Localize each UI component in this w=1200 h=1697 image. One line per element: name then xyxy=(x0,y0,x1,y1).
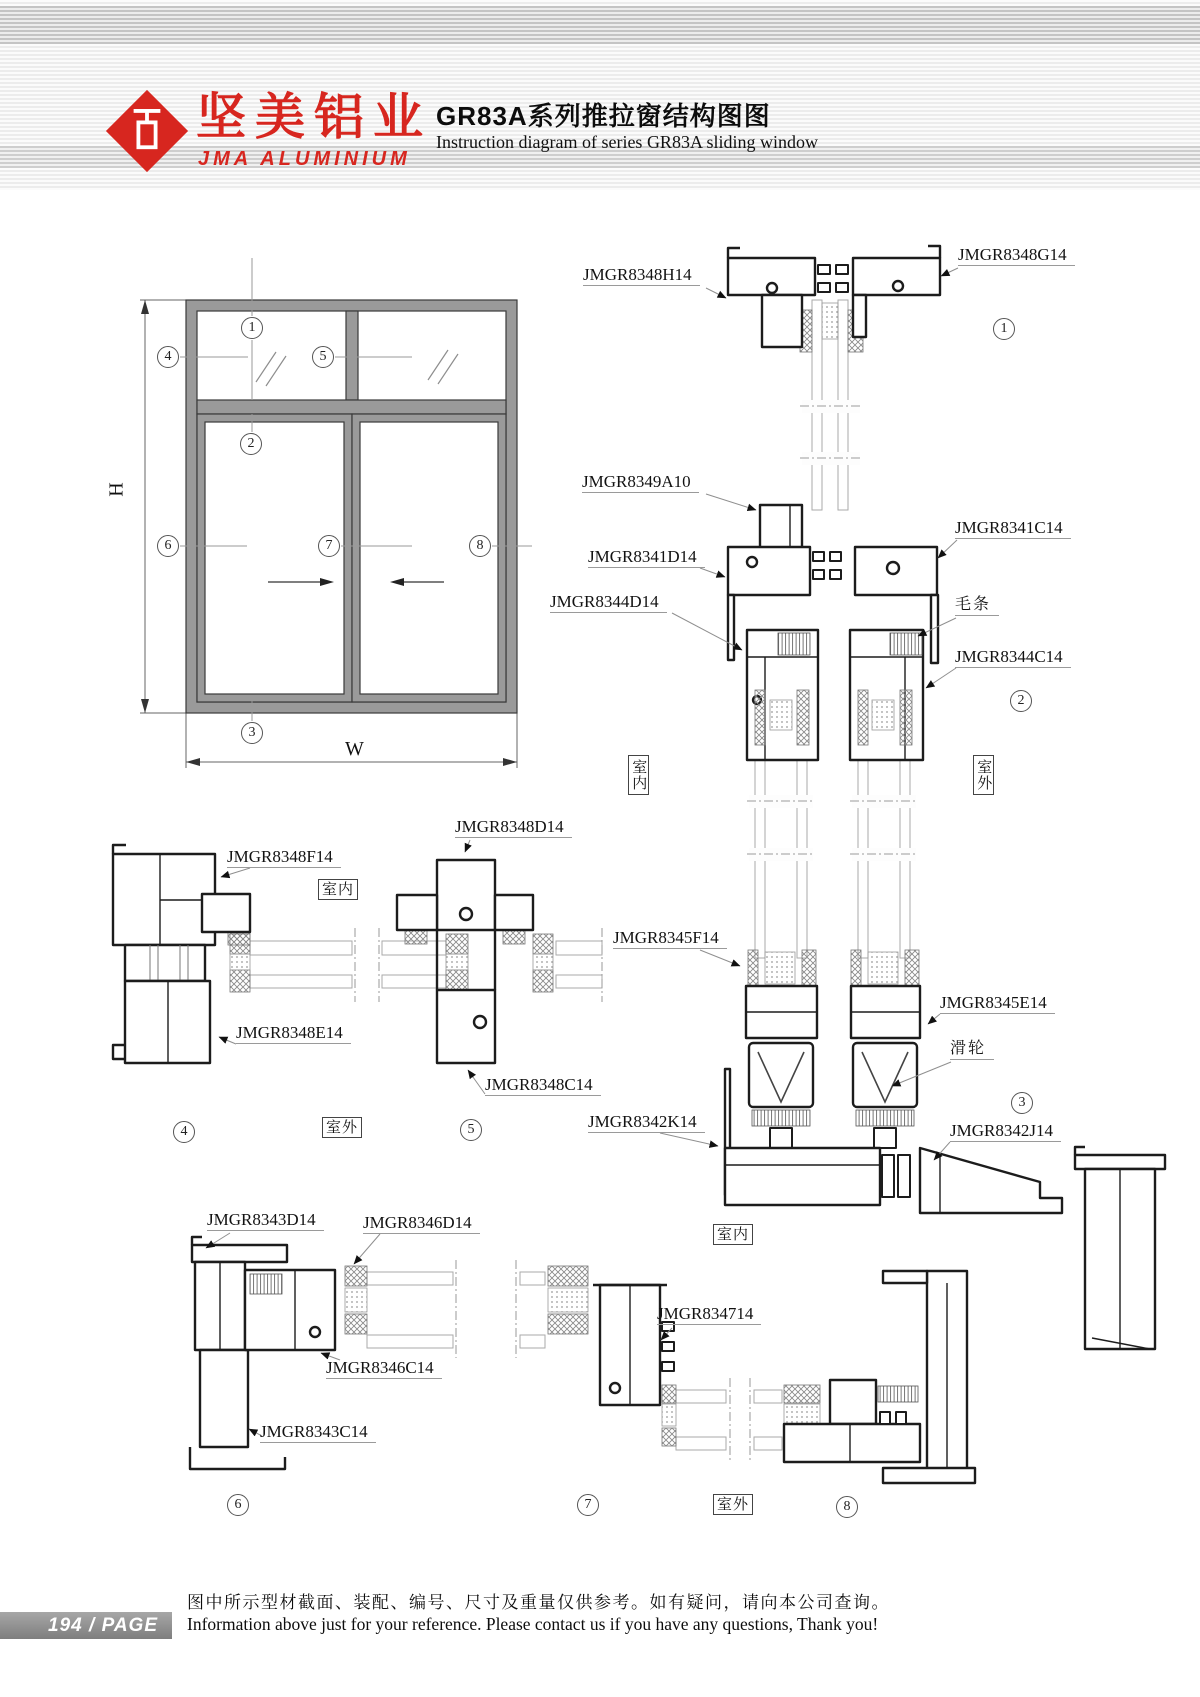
part-label: JMGR8348D14 xyxy=(455,818,572,838)
outdoor-label: 室外 xyxy=(973,755,994,795)
part-label: JMGR8345E14 xyxy=(940,994,1055,1014)
part-label: JMGR8344C14 xyxy=(955,648,1071,668)
callout-4: 4 xyxy=(157,346,179,368)
page-title: GR83A系列推拉窗结构图图 xyxy=(436,101,771,131)
part-label: JMGR8346C14 xyxy=(326,1359,442,1379)
callout-1: 1 xyxy=(241,317,263,339)
roller-label: 滑轮 xyxy=(950,1041,994,1060)
section-callout-8: 8 xyxy=(836,1496,858,1518)
page-subtitle: Instruction diagram of series GR83A sliding window xyxy=(436,132,818,152)
part-label: JMGR8348G14 xyxy=(958,246,1075,266)
section-1-drawing xyxy=(728,246,940,510)
section-callout-4: 4 xyxy=(173,1121,195,1143)
part-label: JMGR8341D14 xyxy=(588,548,705,568)
callout-7: 7 xyxy=(318,535,340,557)
footer-note-cn: 图中所示型材截面、装配、编号、尺寸及重量仅供参考。如有疑问，请向本公司查询。 xyxy=(187,1593,890,1612)
section-callout-6: 6 xyxy=(227,1494,249,1516)
part-label: JMGR8348E14 xyxy=(236,1024,351,1044)
section-2-drawing xyxy=(728,505,938,958)
indoor-label: 室内 xyxy=(628,755,649,795)
part-label: JMGR8344D14 xyxy=(550,593,667,613)
logo-english-name: JMA ALUMINIUM xyxy=(198,148,411,170)
part-label: JMGR8346D14 xyxy=(363,1214,480,1234)
elevation-view xyxy=(140,258,532,768)
callout-2: 2 xyxy=(240,433,262,455)
footer-note-en: Information above just for your reference. Please contact us if you have any questions, Thank you! xyxy=(187,1614,879,1634)
section-callout-5: 5 xyxy=(460,1119,482,1141)
page-number-badge xyxy=(0,1612,172,1639)
height-dimension-label: H xyxy=(105,482,128,497)
callout-3: 3 xyxy=(241,722,263,744)
page-number: 194 xyxy=(48,1615,83,1636)
outdoor-label: 室外 xyxy=(322,1117,362,1138)
page-label: PAGE xyxy=(101,1615,158,1636)
section-callout-7: 7 xyxy=(577,1494,599,1516)
outdoor-label: 室外 xyxy=(713,1494,753,1515)
jma-logo-icon xyxy=(104,88,190,174)
indoor-label: 室内 xyxy=(318,879,358,900)
technical-drawing xyxy=(0,200,1200,1580)
section-callout-2: 2 xyxy=(1010,690,1032,712)
part-label: JMGR8348C14 xyxy=(485,1076,601,1096)
section-callout-3: 3 xyxy=(1011,1092,1033,1114)
part-label: JMGR834714 xyxy=(657,1305,761,1325)
part-label: JMGR8348F14 xyxy=(227,848,341,868)
part-label: JMGR8342K14 xyxy=(588,1113,705,1133)
part-label: JMGR8345F14 xyxy=(613,929,727,949)
part-label: JMGR8343D14 xyxy=(207,1211,324,1231)
part-label: JMGR8348H14 xyxy=(583,266,700,286)
callout-5: 5 xyxy=(312,346,334,368)
part-label: JMGR8342J14 xyxy=(950,1122,1061,1142)
brush-strip-label: 毛条 xyxy=(955,597,999,616)
part-label: JMGR8341C14 xyxy=(955,519,1071,539)
callout-8: 8 xyxy=(469,535,491,557)
part-label: JMGR8349A10 xyxy=(582,473,699,493)
page-separator: / xyxy=(89,1615,96,1636)
part-label: JMGR8343C14 xyxy=(260,1423,376,1443)
callout-6: 6 xyxy=(157,535,179,557)
logo-chinese-name: 坚美铝业 xyxy=(196,89,432,145)
indoor-label: 室内 xyxy=(713,1224,753,1245)
header-stripe-dark-top xyxy=(0,6,1200,44)
section-callout-1: 1 xyxy=(993,318,1015,340)
section-4-5-drawing xyxy=(113,845,602,1063)
width-dimension-label: W xyxy=(345,738,364,760)
section-3-drawing xyxy=(725,950,1062,1213)
